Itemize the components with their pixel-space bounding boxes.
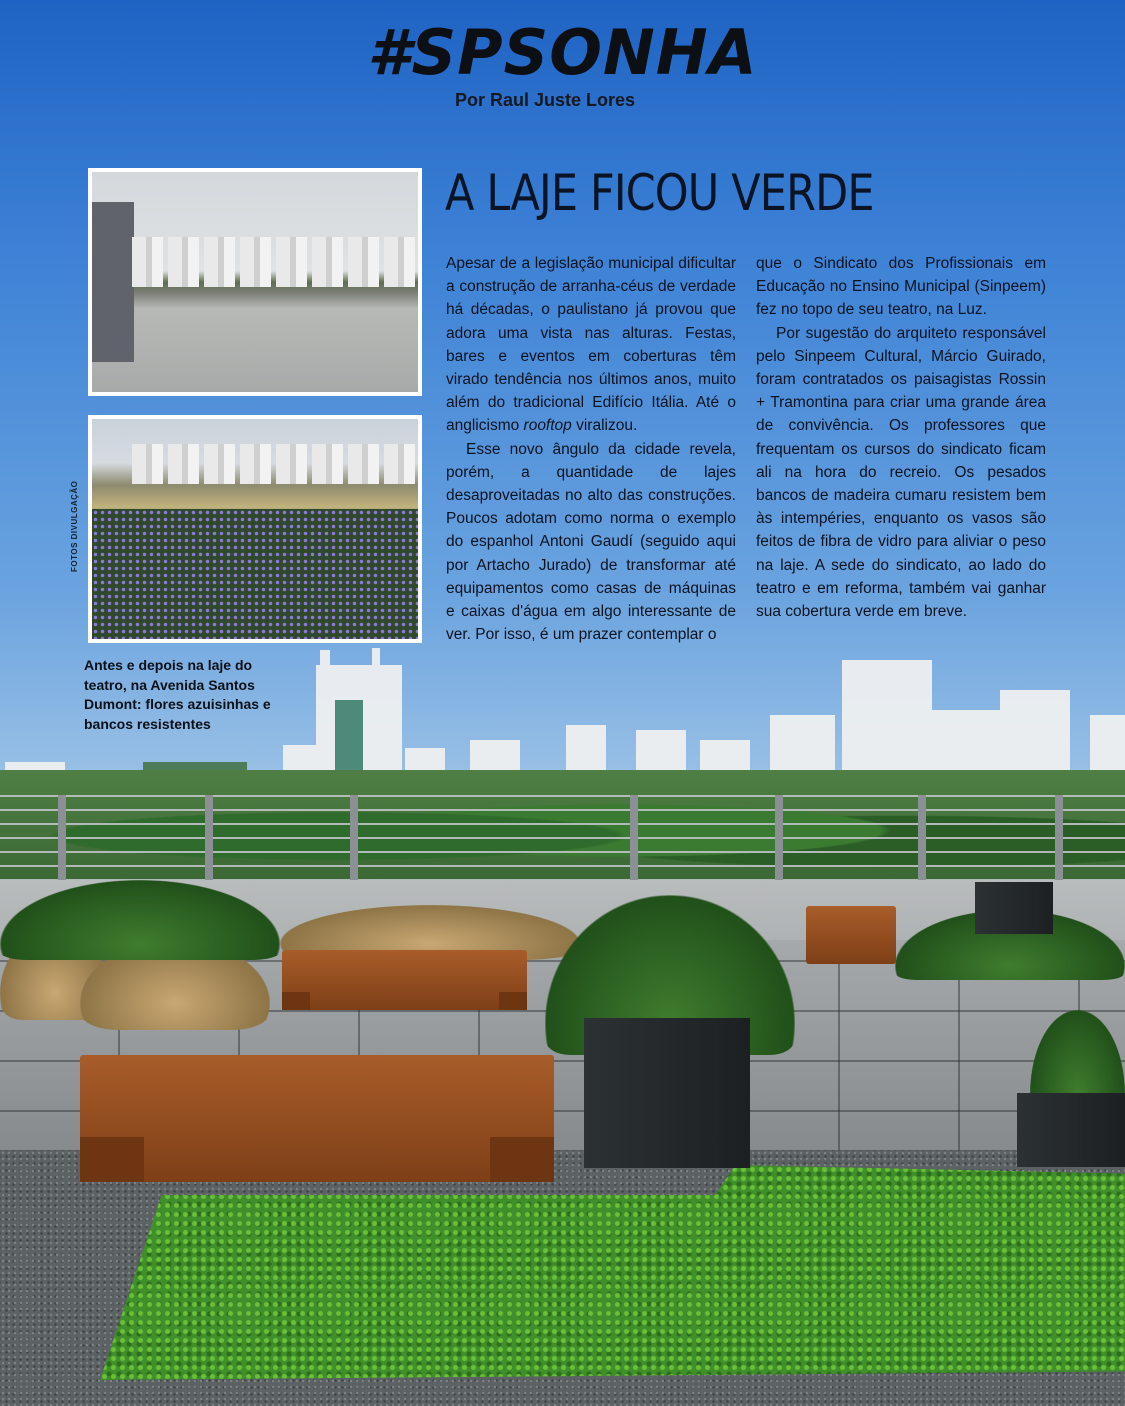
wooden-bench	[80, 1055, 554, 1182]
green-lawn	[100, 1165, 1125, 1380]
photo-caption: Antes e depois na laje do teatro, na Avenida Santos Dumont: flores azuisinhas e bancos resistentes	[84, 657, 271, 732]
paragraph-text: viralizou.	[571, 417, 638, 435]
blue-flowers-bed	[92, 509, 418, 639]
article-paragraph	[446, 252, 736, 438]
article-headline: A LAJE FICOU VERDE	[445, 164, 874, 222]
skyline-buildings	[132, 444, 418, 484]
article-paragraph: Por sugestão do arquiteto responsável pelo Sinpeem Cultural, Márcio Guirado, foram contratados os paisagistas Rossin + Tramontina para criar uma grande área de convivência. Os professores que frequentam os cursos do sindicato ficam ali na hora do recreio. Os pesados bancos de madeira cumaru resistem bem às intempéries, enquanto os vasos são feitos de fibra de vidro para aliviar o peso na laje. A sede do sindicato, ao lado do teatro e em reforma, também vai ganhar sua cobertura verde em breve.	[756, 324, 1046, 621]
after-photo	[88, 415, 422, 643]
wooden-bench	[282, 950, 527, 1010]
black-planter	[975, 882, 1053, 934]
black-planter	[1017, 1093, 1125, 1167]
skyline-buildings	[132, 237, 418, 287]
photo-credit: FOTOS DIVULGAÇÃO	[70, 480, 79, 572]
black-planter	[584, 1018, 750, 1168]
italic-term: rooftop	[523, 417, 572, 435]
article-paragraph: que o Sindicato dos Profissionais em Educação no Ensino Municipal (Sinpeem) fez no topo de seu teatro, na Luz.	[756, 255, 1046, 319]
article-column-1	[446, 252, 736, 646]
before-photo	[88, 168, 422, 396]
section-hashtag: #SPSONHA	[367, 16, 758, 89]
wooden-bench	[806, 906, 896, 964]
plant-bed	[0, 880, 280, 960]
paragraph-text: Apesar de a legislação municipal dificultar a construção de arranha-céus de verdade há décadas, o paulistano já provou que adora uma vista nas alturas. Festas, bares e eventos em coberturas têm virado tendência nos últimos anos, muito além do tradicional Edifício Itália. Até o anglicismo	[446, 255, 736, 435]
rooftop-railing	[0, 795, 1125, 890]
article-column-2	[756, 252, 1046, 623]
rooftop-wall	[92, 202, 134, 362]
author-byline: Por Raul Juste Lores	[454, 90, 636, 110]
article-paragraph: Esse novo ângulo da cidade revela, porém, a quantidade de lajes desaproveitadas no alto das construções. Poucos adotam como norma o exemplo do espanhol Antoni Gaudí (seguido aqui por Artacho Jurado) de transformar até equipamentos como casas de máquinas e caixas d'água em algo interessante de ver. Por isso, é um prazer contemplar o	[446, 440, 736, 644]
